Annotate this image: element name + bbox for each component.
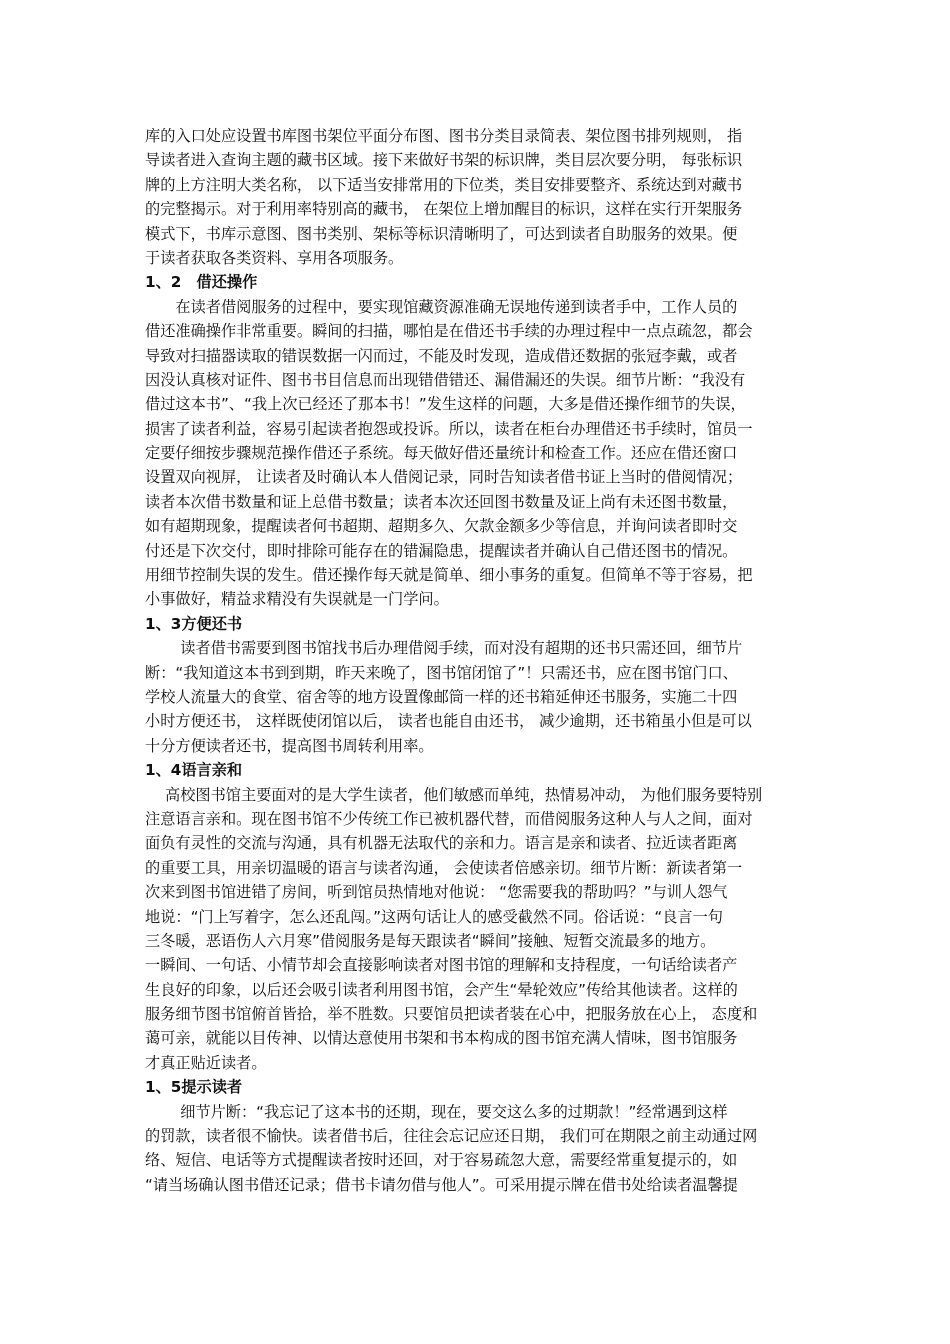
text-line: 面负有灵性的交流与沟通，具有机器无法取代的亲和力。语言是亲和读者、拉近读者距离 (145, 834, 738, 853)
text-line: 模式下，书库示意图、图书类别、架标等标识清晰明了，可达到读者自助服务的效果。便 (145, 224, 738, 243)
text-line: 三冬暖，恶语伤人六月寒”借阅服务是每天跟读者“瞬间”接触、短暂交流最多的地方。 (145, 931, 716, 950)
text-line: 服务细节图书馆俯首皆拾，举不胜数。只要馆员把读者装在心中，把服务放在心上， 态度和 (145, 1005, 758, 1024)
text-line: “请当场确认图书借还记录；借书卡请勿借与他人”。可采用提示牌在借书处给读者温馨提 (145, 1175, 738, 1194)
section-remind-readers (145, 1075, 810, 1197)
section-heading: 1、3方便还书 (145, 614, 243, 633)
text-line: 导读者进入查询主题的藏书区域。接下来做好书架的标识牌，类目层次要分明， 每张标识 (145, 151, 743, 170)
text-line: 学校人流量大的食堂、宿舍等的地方设置像邮筒一样的还书箱延伸还书服务，实施二十四 (145, 687, 738, 706)
section-borrow-return (145, 270, 810, 611)
text-line: 注意语言亲和。现在图书馆不少传统工作已被机器代替，而借阅服务这种人与人之间，面对 (145, 809, 753, 828)
text-line: 读者借书需要到图书馆找书后办理借阅手续，而对没有超期的还书只需还回，细节片 (145, 639, 743, 658)
text-line: 借还准确操作非常重要。瞬间的扫描，哪怕是在借还书手续的办理过程中一点点疏忽，都会 (145, 322, 753, 341)
text-line: 在读者借阅服务的过程中，要实现馆藏资源准确无误地传递到读者手中，工作人员的 (145, 297, 738, 316)
text-line: 的重要工具，用亲切温暖的语言与读者沟通， 会使读者倍感亲切。细节片断：新读者第一 (145, 858, 743, 877)
text-line: 一瞬间、一句话、小情节却会直接影响读者对图书馆的理解和支持程度，一句话给读者产 (145, 956, 738, 975)
text-line: 借过这本书”、“我上次已经还了那本书！”发生这样的问题，大多是借还操作细节的失误， (145, 395, 746, 414)
text-line: 生良好的印象，以后还会吸引读者利用图书馆，会产生“晕轮效应”传给其他读者。这样的 (145, 980, 738, 999)
text-line: 小事做好，精益求精没有失误就是一门学问。 (145, 590, 449, 609)
section-friendly-language (145, 758, 810, 1075)
text-line: 因没认真核对证件、图书书目信息而出现错借错还、漏借漏还的失误。细节片断：“我没有 (145, 370, 746, 389)
text-line: 付还是下次交付，即时排除可能存在的错漏隐患，提醒读者并确认自己借还图书的情况。 (145, 541, 738, 560)
section-heading: 1、4语言亲和 (145, 761, 243, 780)
text-line: 断：“我知道这本书到到期，昨天来晚了，图书馆闭馆了”！只需还书，应在图书馆门口、 (145, 663, 738, 682)
text-line: 导致对扫描器读取的错误数据一闪而过，不能及时发现，造成借还数据的张冠李戴，或者 (145, 346, 738, 365)
text-line: 的罚款，读者很不愉快。读者借书后，往往会忘记应还日期， 我们可在期限之前主动通过网 (145, 1127, 758, 1146)
section-convenient-return (145, 612, 810, 758)
text-line: 十分方便读者还书，提高图书周转利用率。 (145, 736, 434, 755)
text-line: 蔼可亲，就能以目传神、以情达意使用书架和书本构成的图书馆充满人情味，图书馆服务 (145, 1029, 738, 1048)
text-line: 牌的上方注明大类名称， 以下适当安排常用的下位类，类目安排要整齐、系统达到对藏书 (145, 175, 743, 194)
intro-paragraph (145, 124, 810, 270)
text-line: 用细节控制失误的发生。借还操作每天就是简单、细小事务的重复。但简单不等于容易，把 (145, 566, 753, 585)
text-line: 才真正贴近读者。 (145, 1053, 267, 1072)
text-line: 读者本次借书数量和证上总借书数量；读者本次还回图书数量及证上尚有未还图书数量， (145, 492, 738, 511)
text-line: 高校图书馆主要面对的是大学生读者，他们敏感而单纯，热情易冲动， 为他们服务要特别 (145, 785, 763, 804)
text-line: 如有超期现象，提醒读者何书超期、超期多久、欠款金额多少等信息，并询问读者即时交 (145, 517, 738, 536)
text-line: 的完整揭示。对于利用率特别高的藏书， 在架位上增加醒目的标识，这样在实行开架服务 (145, 200, 743, 219)
text-line: 细节片断：“我忘记了这本书的还期，现在，要交这么多的过期款！”经常遇到这样 (145, 1102, 728, 1121)
text-line: 络、短信、电话等方式提醒读者按时还回，对于容易疏忽大意，需要经常重复提示的，如 (145, 1151, 738, 1170)
text-line: 定要仔细按步骤规范操作借还子系统。每天做好借还量统计和检查工作。还应在借还窗口 (145, 444, 738, 463)
document-body (145, 124, 810, 1197)
text-line: 小时方便还书， 这样既使闭馆以后， 读者也能自由还书， 减少逾期，还书箱虽小但是可以 (145, 712, 752, 731)
text-line: 损害了读者利益，容易引起读者抱怨或投诉。所以，读者在柜台办理借还书手续时，馆员一 (145, 419, 753, 438)
text-line: 于读者获取各类资料、享用各项服务。 (145, 248, 404, 267)
text-line: 地说：“门上写着字，怎么还乱闯。”这两句话让人的感受截然不同。俗话说：“良言一句 (145, 907, 723, 926)
text-line: 次来到图书馆进错了房间，听到馆员热情地对他说： “您需要我的帮助吗？”与训人怨气 (145, 883, 728, 902)
section-heading: 1、5提示读者 (145, 1078, 243, 1097)
text-line: 库的入口处应设置书库图书架位平面分布图、图书分类目录简表、架位图书排列规则， 指 (145, 127, 743, 145)
section-heading: 1、2 借还操作 (145, 273, 258, 292)
text-line: 设置双向视屏， 让读者及时确认本人借阅记录，同时告知读者借书证上当时的借阅情况； (145, 468, 743, 487)
